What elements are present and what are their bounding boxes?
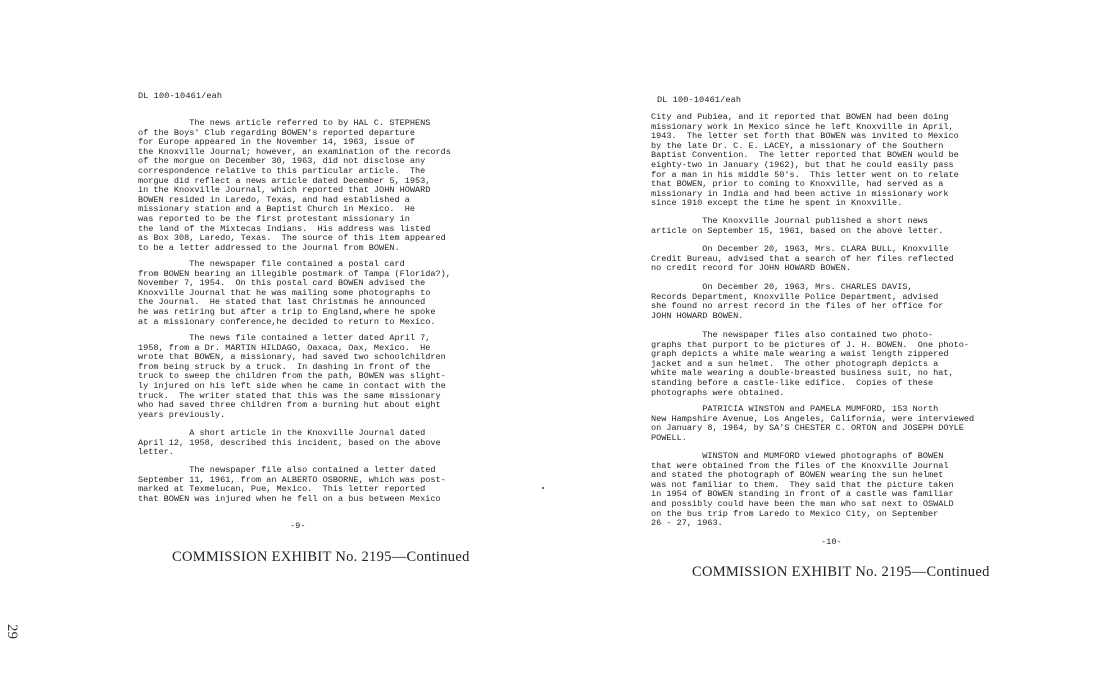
paragraph: The newspaper file also contained a letter dated September 11, 1961, from an ALBERTO OSBORNE, which was post- marked at Texmelucan, Pue, Mexico. This letter reported that BOWEN was injured when he fell on a bus between Mexico	[138, 465, 446, 504]
paragraph: The news article referred to by HAL C. STEPHENS of the Boys' Club regarding BOWEN's reported departure for Europe appeared in the November 14, 1963, issue of the Knoxville Journal; however, an examination of the records of the morgue on December 30, 1963, did not disclose any correspondence relative to this particular article. The morgue did reflect a news article dated December 5, 1953, in the Knoxville Journal, which reported that JOHN HOWARD BOWEN resided in Laredo, Texas, and had established a missionary station and a Baptist Church in Mexico. He was reported to be the first protestant missionary in the land of the Mixtecas Indians. His address was listed as Box 308, Laredo, Texas. The source of this item appeared to be a letter addressed to the Journal from BOWEN.	[138, 118, 451, 253]
paragraph: The newspaper files also contained two photo- graphs that purport to be pictures of J. H. BOWEN. One photo- graph depicts a white male wearing a waist length zippered jacket and a sun helmet. The other photograph depicts a white male wearing a double-breasted business suit, no hat, standing before a castle-like edifice. Copies of these photographs were obtained.	[651, 330, 969, 398]
paragraph: On December 20, 1963, Mrs. CLARA BULL, Knoxville Credit Bureau, advised that a search of her files reflected no credit record for JOHN HOWARD BOWEN.	[651, 244, 954, 274]
paragraph: PATRICIA WINSTON and PAMELA MUMFORD, 153 North New Hampshire Avenue, Los Angeles, California, were interviewed on January 8, 1964, by SA'S CHESTER C. ORTON and JOSEPH DOYLE POWELL.	[651, 404, 975, 443]
page-number: -10-	[821, 537, 842, 547]
paragraph: The news file contained a letter dated April 7, 1958, from a Dr. MARTIN HILDAGO, Oaxaca, Oax, Mexico. He wrote that BOWEN, a missionary, had saved two schoolchildren from being struck by a truck. In dashing in front of the truck to sweep the children from the path, BOWEN was slight- ly injured on his left side when he came in contact with the truck. The writer stated that this was the same missionary who had saved three children from a burning hut about eight years previously.	[138, 333, 446, 420]
paragraph: WINSTON and MUMFORD viewed photographs of BOWEN that were obtained from the files of the Knoxville Journal and stated the photograph of BOWEN wearing the sun helmet was not familiar to them. They said that the picture taken in 1954 of BOWEN standing in front of a castle was familiar and possibly could have been the man who sat next to OSWALD on the bus trip from Laredo to Mexico City, on September 26 - 27, 1963.	[651, 451, 954, 529]
paragraph: City and Pubiea, and it reported that BOWEN had been doing missionary work in Mexico since he left Knoxville in April, 1943. The letter set forth that BOWEN was invited to Mexico by the late Dr. C. E. LACEY, a missionary of the Southern Baptist Convention. The letter reported that BOWEN would be eighty-two in January (1962), but that he could easily pass for a man in his middle 50's. This letter went on to relate that BOWEN, prior to coming to Knoxville, had served as a missionary in India and had been active in missionary work since 1910 except the time he spent in Knoxville.	[651, 112, 959, 209]
exhibit-caption: COMMISSION EXHIBIT No. 2195—Continued	[692, 564, 990, 580]
exhibit-caption: COMMISSION EXHIBIT No. 2195—Continued	[172, 549, 470, 565]
right-document-page	[547, 0, 1094, 691]
paragraph: The Knoxville Journal published a short news article on September 15, 1961, based on the above letter.	[651, 216, 944, 236]
paragraph: On December 20, 1963, Mrs. CHARLES DAVIS, Records Department, Knoxville Police Department, advised she found no arrest record in the files of her office for JOHN HOWARD BOWEN.	[651, 282, 944, 321]
file-number: DL 100-10461/eah	[657, 95, 742, 105]
page-number: -9-	[290, 521, 306, 531]
margin-page-number: 29	[4, 624, 20, 639]
scan-speck	[542, 487, 544, 489]
file-number: DL 100-10461/eah	[138, 91, 223, 101]
paragraph: A short article in the Knoxville Journal dated April 12, 1958, described this incident, based on the above letter.	[138, 428, 441, 458]
paragraph: The newspaper file contained a postal card from BOWEN bearing an illegible postmark of Tampa (Florida?), November 7, 1954. On this postal card BOWEN advised the Knoxville Journal that he was mailing some photographs to the Journal. He stated that last Christmas he announced he was retiring but after a trip to England,where he spoke at a missionary conference,he decided to return to Mexico.	[138, 259, 451, 327]
